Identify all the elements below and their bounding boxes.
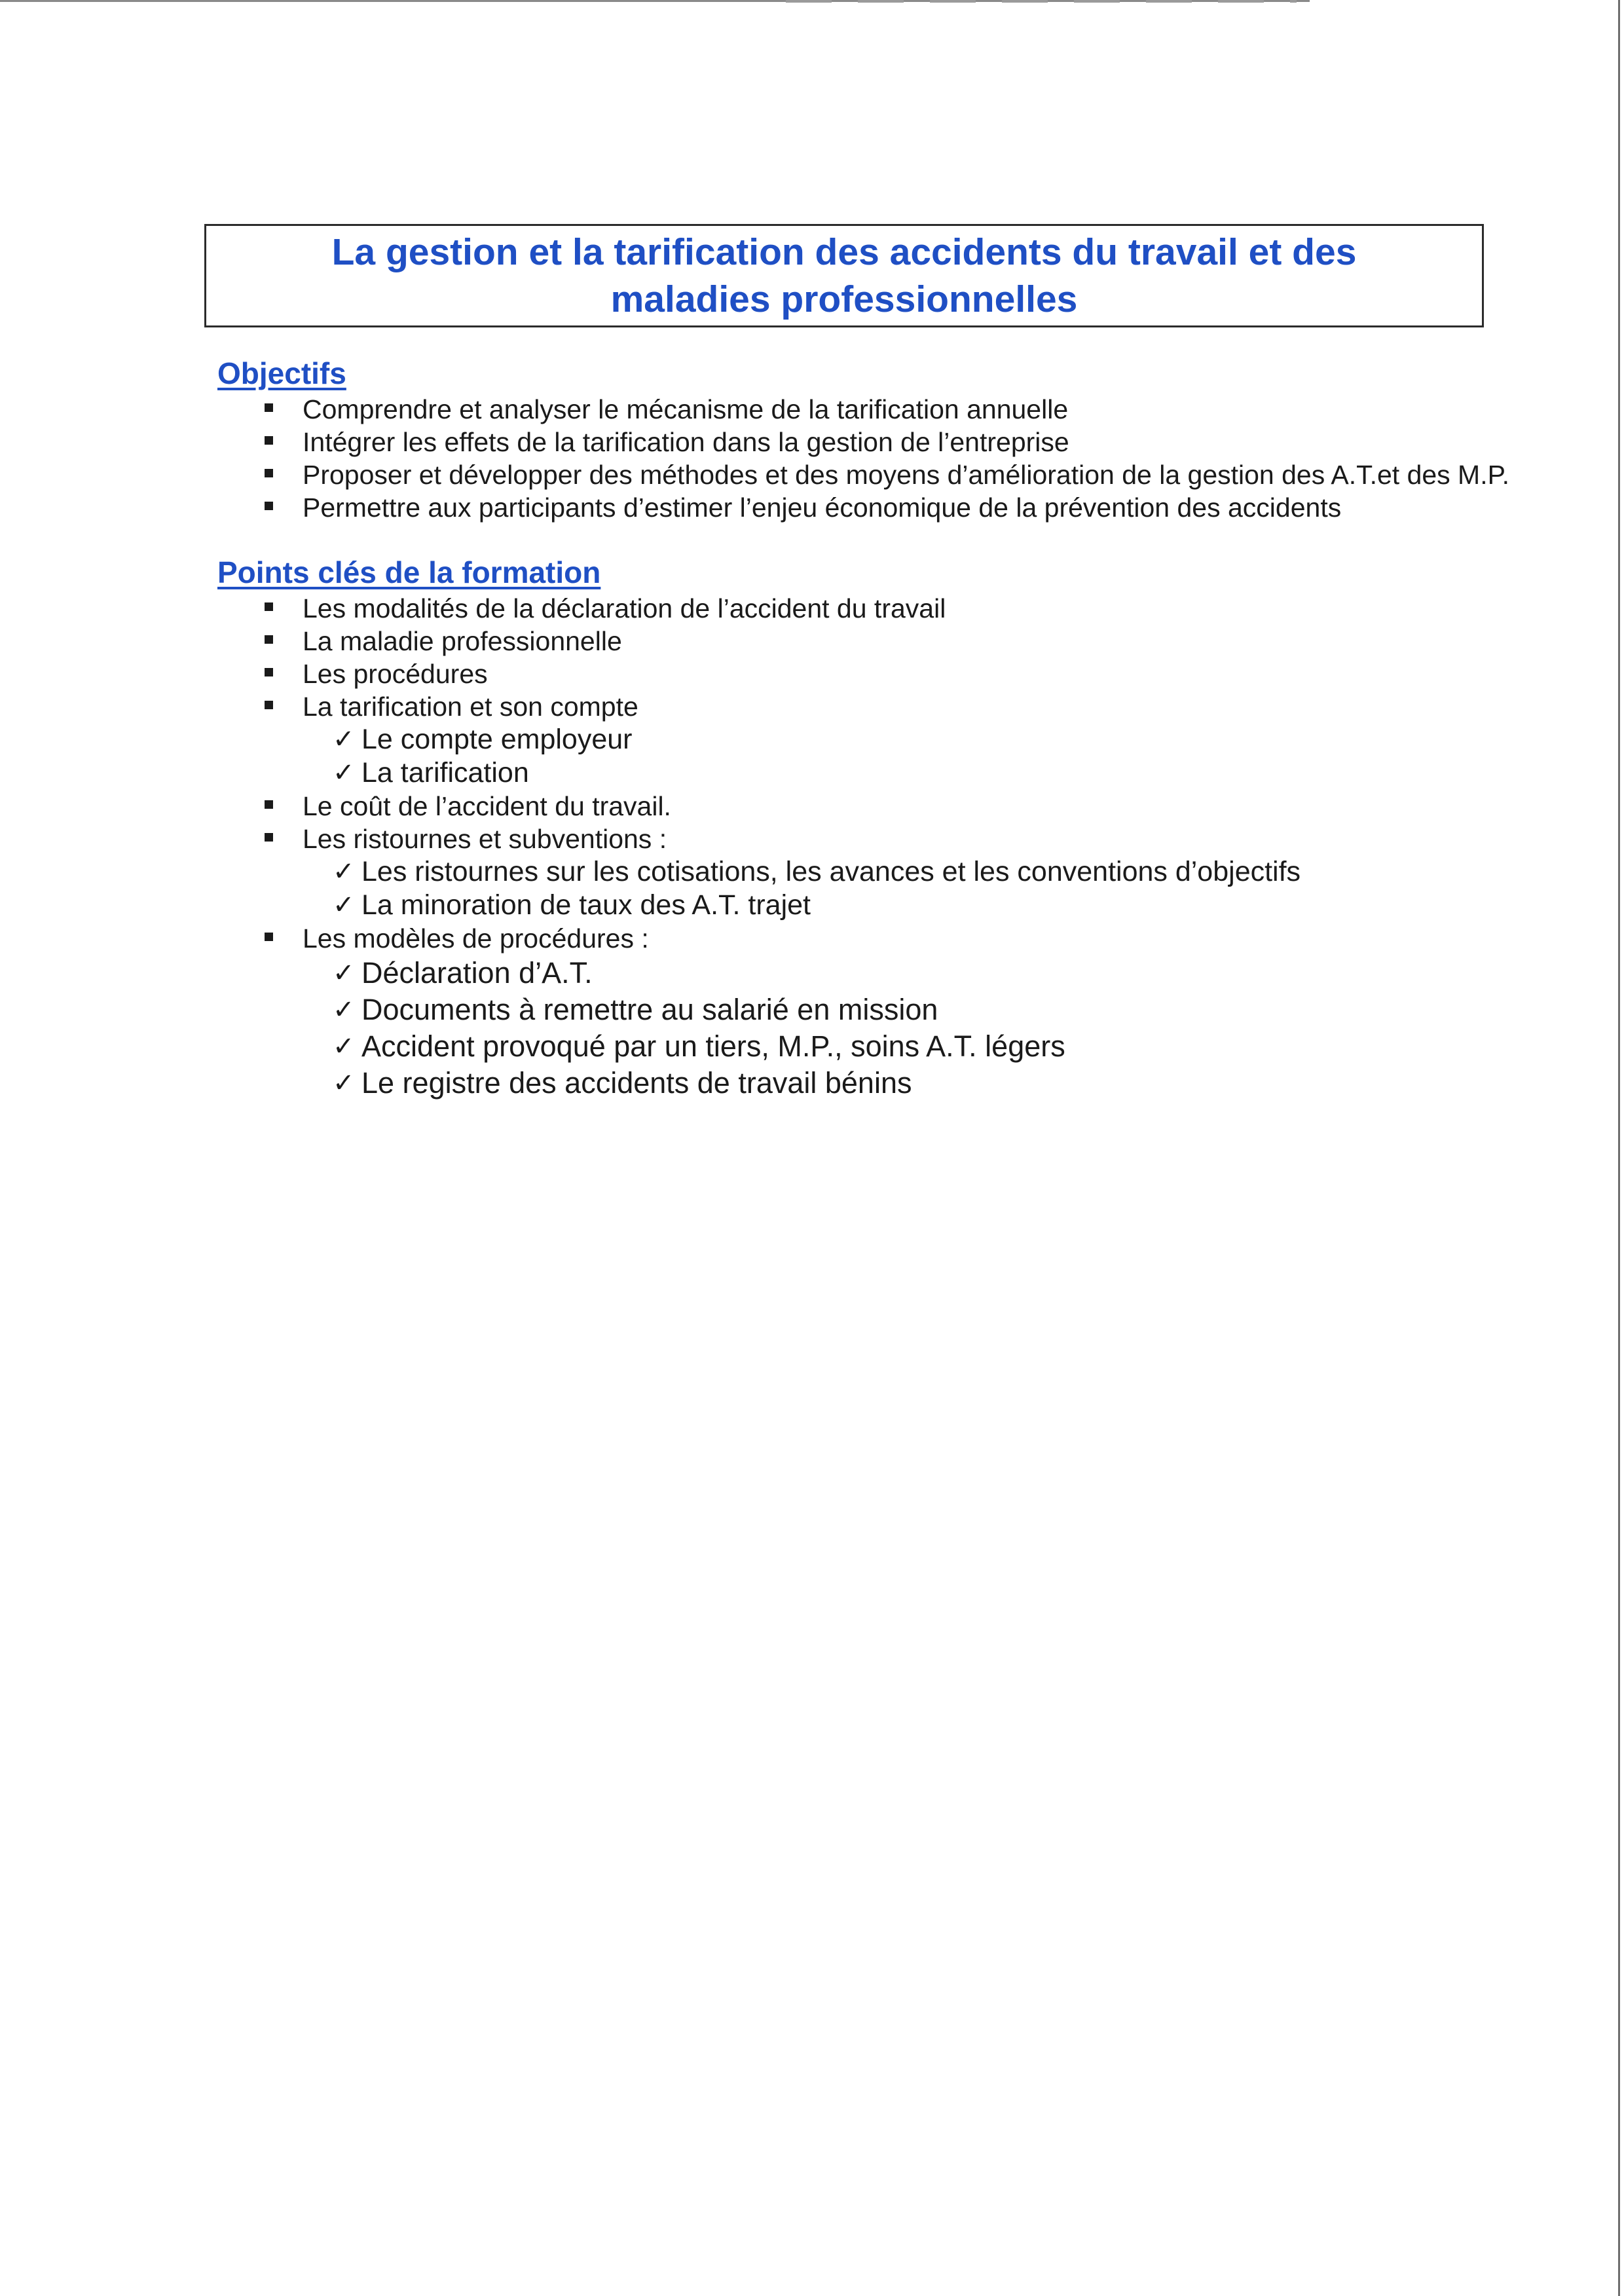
square-bullet-icon bbox=[265, 403, 273, 412]
points-cles-list bbox=[217, 592, 1514, 1102]
square-bullet-icon bbox=[265, 701, 273, 709]
square-bullet-icon bbox=[265, 933, 273, 941]
square-bullet-icon bbox=[265, 635, 273, 644]
modeles-sublist bbox=[303, 955, 1514, 1102]
checkmark-icon: ✓ bbox=[333, 1068, 355, 1098]
checkmark-icon: ✓ bbox=[333, 724, 355, 754]
checkmark-icon: ✓ bbox=[333, 890, 355, 920]
document-body bbox=[217, 354, 1514, 1102]
sublist-item bbox=[333, 855, 1514, 889]
checkmark-icon: ✓ bbox=[333, 958, 355, 988]
sublist-item-text: Déclaration d’A.T. bbox=[361, 956, 593, 990]
list-item bbox=[217, 922, 1514, 1102]
checkmark-icon: ✓ bbox=[333, 758, 355, 788]
list-item bbox=[217, 592, 1514, 625]
list-item bbox=[217, 657, 1514, 690]
list-item bbox=[217, 625, 1514, 657]
square-bullet-icon bbox=[265, 833, 273, 842]
square-bullet-icon bbox=[265, 502, 273, 510]
page-title-line-2: maladies professionnelles bbox=[610, 278, 1078, 320]
sublist-item bbox=[333, 723, 1514, 756]
list-item bbox=[217, 426, 1514, 458]
sublist-item-text: Accident provoqué par un tiers, M.P., soins A.T. légers bbox=[361, 1029, 1065, 1063]
checkmark-icon: ✓ bbox=[333, 857, 355, 887]
sublist-item-text: Documents à remettre au salarié en mission bbox=[361, 993, 938, 1026]
square-bullet-icon bbox=[265, 668, 273, 676]
scan-edge-right bbox=[1618, 0, 1620, 2296]
sublist-item-text: Les ristournes sur les cotisations, les avances et les conventions d’objectifs bbox=[361, 856, 1301, 887]
points-cles-heading: Points clés de la formation bbox=[217, 555, 601, 589]
sublist-item bbox=[333, 889, 1514, 922]
tarification-sublist bbox=[303, 723, 1514, 790]
list-item-text: Comprendre et analyser le mécanisme de la tarification annuelle bbox=[303, 394, 1069, 424]
title-box bbox=[204, 224, 1484, 327]
list-item-text: Intégrer les effets de la tarification dans la gestion de l’entreprise bbox=[303, 427, 1069, 457]
square-bullet-icon bbox=[265, 469, 273, 477]
objectifs-list bbox=[217, 393, 1514, 524]
checkmark-icon: ✓ bbox=[333, 995, 355, 1025]
list-item-text: Les modalités de la déclaration de l’accident du travail bbox=[303, 593, 946, 623]
list-item bbox=[217, 458, 1514, 491]
page-title-line-1: La gestion et la tarification des accidents du travail et des bbox=[331, 231, 1357, 273]
list-item-text: La tarification et son compte bbox=[303, 692, 638, 722]
list-item-text: Les ristournes et subventions : bbox=[303, 824, 667, 854]
list-item-text: Proposer et développer des méthodes et des moyens d’amélioration de la gestion des A.T.et des M.P. bbox=[303, 460, 1510, 490]
objectifs-heading: Objectifs bbox=[217, 356, 346, 390]
list-item bbox=[217, 491, 1514, 524]
list-item-text: Les procédures bbox=[303, 659, 488, 689]
sublist-item-text: La minoration de taux des A.T. trajet bbox=[361, 889, 811, 921]
page-title bbox=[332, 229, 1357, 323]
sublist-item bbox=[333, 756, 1514, 790]
list-item-text: Le coût de l’accident du travail. bbox=[303, 791, 671, 821]
sublist-item bbox=[333, 991, 1514, 1028]
sublist-item-text: Le compte employeur bbox=[361, 724, 633, 755]
list-item-text: La maladie professionnelle bbox=[303, 626, 622, 656]
sublist-item-text: La tarification bbox=[361, 757, 529, 788]
list-item bbox=[217, 690, 1514, 790]
sublist-item-text: Le registre des accidents de travail bénins bbox=[361, 1066, 912, 1100]
square-bullet-icon bbox=[265, 800, 273, 809]
sublist-item bbox=[333, 955, 1514, 991]
square-bullet-icon bbox=[265, 602, 273, 611]
scan-edge-top-dashes bbox=[786, 0, 1297, 3]
checkmark-icon: ✓ bbox=[333, 1031, 355, 1062]
ristournes-sublist bbox=[303, 855, 1514, 922]
sublist-item bbox=[333, 1065, 1514, 1102]
sublist-item bbox=[333, 1028, 1514, 1065]
list-item-text: Les modèles de procédures : bbox=[303, 923, 649, 954]
list-item bbox=[217, 790, 1514, 823]
list-item-text: Permettre aux participants d’estimer l’enjeu économique de la prévention des accidents bbox=[303, 492, 1342, 523]
square-bullet-icon bbox=[265, 436, 273, 445]
list-item bbox=[217, 823, 1514, 922]
list-item bbox=[217, 393, 1514, 426]
